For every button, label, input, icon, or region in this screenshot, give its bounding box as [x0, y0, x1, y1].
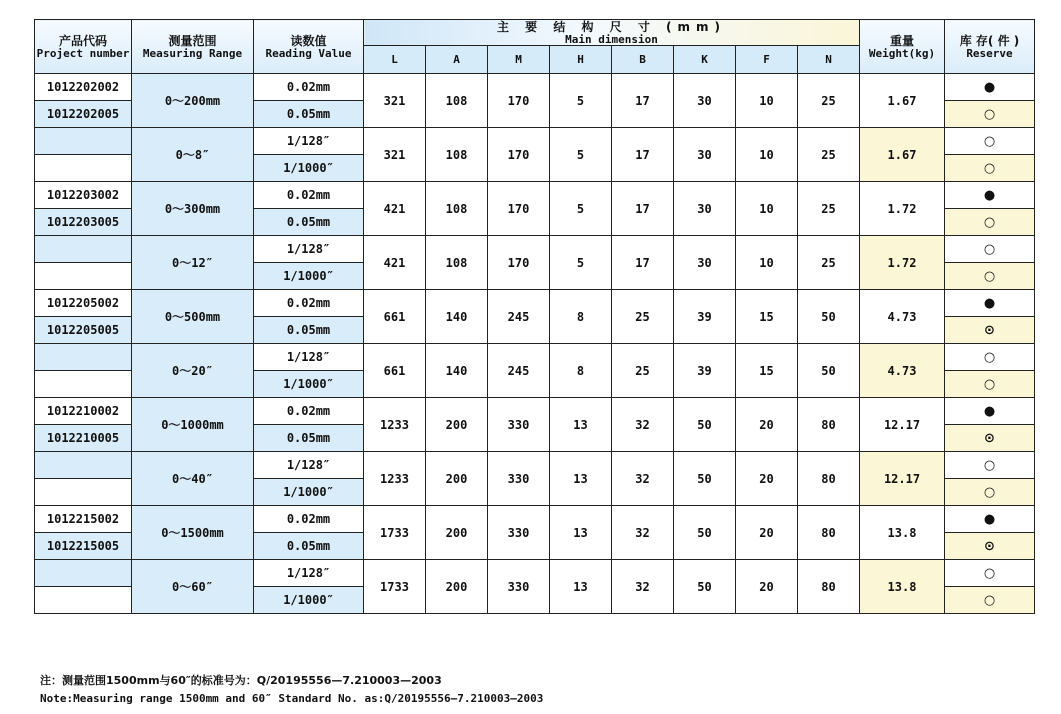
dim-m-cell: 330	[488, 506, 550, 560]
dim-f-cell: 20	[736, 452, 798, 506]
dim-m-cell: 170	[488, 74, 550, 128]
dim-k-cell: 50	[674, 452, 736, 506]
reading-value-cell: 0.02mm	[254, 506, 364, 533]
dim-b-cell: 17	[612, 182, 674, 236]
dim-m-cell: 170	[488, 182, 550, 236]
dim-n-cell: 25	[798, 182, 860, 236]
note-chinese: 注：测量范围1500mm与60″的标准号为：Q/20195556—7.210003—2003	[40, 674, 442, 687]
project-code-cell	[35, 371, 132, 398]
dim-b-cell: 32	[612, 452, 674, 506]
dim-b-cell: 32	[612, 560, 674, 614]
dim-k-cell: 39	[674, 290, 736, 344]
project-code-cell	[35, 587, 132, 614]
dim-f-cell: 10	[736, 182, 798, 236]
project-code-cell	[35, 263, 132, 290]
reading-value-cell: 0.05mm	[254, 209, 364, 236]
project-code-cell: 1012203002	[35, 182, 132, 209]
dim-h-cell: 8	[550, 344, 612, 398]
weight-cell: 1.67	[860, 128, 945, 182]
dim-l-cell: 421	[364, 236, 426, 290]
header-measuring-range-cn: 测量范围	[168, 33, 217, 48]
header-weight	[860, 20, 945, 74]
reserve-symbol: ○	[945, 587, 1035, 614]
measuring-range-cell: 0～20″	[132, 344, 254, 398]
header-dim-b: B	[612, 46, 674, 74]
dim-b-cell: 32	[612, 506, 674, 560]
dim-b-cell: 17	[612, 74, 674, 128]
dim-h-cell: 5	[550, 236, 612, 290]
dim-l-cell: 1233	[364, 452, 426, 506]
project-code-cell	[35, 236, 132, 263]
weight-cell: 12.17	[860, 452, 945, 506]
reading-value-cell: 0.05mm	[254, 317, 364, 344]
reserve-symbol: ○	[945, 479, 1035, 506]
reading-value-cell: 1/128″	[254, 452, 364, 479]
dim-n-cell: 80	[798, 398, 860, 452]
dim-k-cell: 39	[674, 344, 736, 398]
header-dim-l: L	[364, 46, 426, 74]
measuring-range-cell: 0～60″	[132, 560, 254, 614]
reserve-symbol: ○	[945, 101, 1035, 128]
dim-h-cell: 13	[550, 506, 612, 560]
project-code-cell: 1012210005	[35, 425, 132, 452]
reading-value-cell: 1/1000″	[254, 155, 364, 182]
dim-k-cell: 50	[674, 560, 736, 614]
measuring-range-cell: 0～40″	[132, 452, 254, 506]
project-code-cell: 1012215005	[35, 533, 132, 560]
project-code-cell: 1012202002	[35, 74, 132, 101]
dim-l-cell: 661	[364, 290, 426, 344]
dim-m-cell: 330	[488, 398, 550, 452]
reserve-symbol: ●	[945, 290, 1035, 317]
dim-m-cell: 245	[488, 290, 550, 344]
reading-value-cell: 1/128″	[254, 236, 364, 263]
reading-value-cell: 0.02mm	[254, 290, 364, 317]
weight-cell: 4.73	[860, 344, 945, 398]
dim-h-cell: 5	[550, 74, 612, 128]
dim-l-cell: 1733	[364, 560, 426, 614]
header-dim-m: M	[488, 46, 550, 74]
project-code-cell	[35, 479, 132, 506]
table-row	[35, 182, 1035, 209]
dim-f-cell: 10	[736, 236, 798, 290]
header-dim-h: H	[550, 46, 612, 74]
header-reserve-en: Reserve	[966, 46, 1013, 60]
reserve-symbol: ●	[945, 182, 1035, 209]
dim-b-cell: 25	[612, 290, 674, 344]
reserve-symbol: ○	[945, 155, 1035, 182]
reserve-symbol: ●	[945, 398, 1035, 425]
header-dim-k: K	[674, 46, 736, 74]
header-reading-value	[254, 20, 364, 74]
dim-f-cell: 15	[736, 290, 798, 344]
dim-f-cell: 15	[736, 344, 798, 398]
reading-value-cell: 0.05mm	[254, 101, 364, 128]
reserve-symbol: ⊙	[945, 425, 1035, 452]
header-dim-f: F	[736, 46, 798, 74]
weight-cell: 1.72	[860, 182, 945, 236]
reserve-symbol: ●	[945, 74, 1035, 101]
reserve-symbol: ⊙	[945, 317, 1035, 344]
dim-k-cell: 30	[674, 236, 736, 290]
dim-k-cell: 30	[674, 128, 736, 182]
reserve-symbol: ○	[945, 236, 1035, 263]
dim-k-cell: 50	[674, 398, 736, 452]
reading-value-cell: 1/128″	[254, 128, 364, 155]
dim-n-cell: 25	[798, 236, 860, 290]
reserve-symbol: ○	[945, 560, 1035, 587]
project-code-cell: 1012210002	[35, 398, 132, 425]
dim-m-cell: 330	[488, 560, 550, 614]
dim-n-cell: 50	[798, 290, 860, 344]
table-row	[35, 452, 1035, 479]
table-row	[35, 74, 1035, 101]
dim-h-cell: 13	[550, 560, 612, 614]
dim-b-cell: 32	[612, 398, 674, 452]
reading-value-cell: 1/1000″	[254, 371, 364, 398]
header-reading-value-cn: 读数值	[290, 33, 327, 48]
measuring-range-cell: 0～300mm	[132, 182, 254, 236]
reading-value-cell: 0.05mm	[254, 425, 364, 452]
dim-n-cell: 25	[798, 74, 860, 128]
dim-a-cell: 108	[426, 236, 488, 290]
dim-l-cell: 661	[364, 344, 426, 398]
project-code-cell: 1012205002	[35, 290, 132, 317]
header-reserve-cn: 库 存( 件 )	[959, 33, 1020, 48]
table-row	[35, 398, 1035, 425]
reserve-symbol: ○	[945, 128, 1035, 155]
spec-table-body	[35, 74, 1035, 614]
measuring-range-cell: 0～500mm	[132, 290, 254, 344]
dim-h-cell: 8	[550, 290, 612, 344]
reading-value-cell: 1/1000″	[254, 263, 364, 290]
dim-h-cell: 5	[550, 128, 612, 182]
dim-m-cell: 245	[488, 344, 550, 398]
dim-b-cell: 17	[612, 236, 674, 290]
dim-n-cell: 80	[798, 506, 860, 560]
dim-m-cell: 330	[488, 452, 550, 506]
header-main-dimension-en: Main dimension	[565, 32, 658, 46]
weight-cell: 12.17	[860, 398, 945, 452]
dim-f-cell: 10	[736, 128, 798, 182]
dim-n-cell: 80	[798, 560, 860, 614]
dim-l-cell: 1733	[364, 506, 426, 560]
header-main-dimension	[364, 20, 860, 46]
header-measuring-range	[132, 20, 254, 74]
header-reading-value-en: Reading Value	[265, 46, 352, 60]
dim-h-cell: 5	[550, 182, 612, 236]
project-code-cell	[35, 344, 132, 371]
header-project-code-en: Project number	[36, 46, 130, 60]
project-code-cell: 1012215002	[35, 506, 132, 533]
header-weight-en: Weight(kg)	[868, 46, 936, 60]
project-code-cell	[35, 155, 132, 182]
reserve-symbol: ⊙	[945, 533, 1035, 560]
spec-table	[34, 19, 1035, 614]
header-reserve	[945, 20, 1035, 74]
measuring-range-cell: 0～1000mm	[132, 398, 254, 452]
measuring-range-cell: 0～12″	[132, 236, 254, 290]
dim-h-cell: 13	[550, 398, 612, 452]
dim-a-cell: 108	[426, 182, 488, 236]
header-dim-a: A	[426, 46, 488, 74]
dim-a-cell: 200	[426, 506, 488, 560]
dim-n-cell: 25	[798, 128, 860, 182]
reserve-symbol: ○	[945, 452, 1035, 479]
reserve-symbol: ○	[945, 263, 1035, 290]
header-weight-cn: 重量	[889, 33, 914, 48]
weight-cell: 4.73	[860, 290, 945, 344]
dim-n-cell: 80	[798, 452, 860, 506]
dim-n-cell: 50	[798, 344, 860, 398]
reading-value-cell: 0.02mm	[254, 182, 364, 209]
dim-l-cell: 321	[364, 128, 426, 182]
dim-k-cell: 30	[674, 182, 736, 236]
dim-m-cell: 170	[488, 236, 550, 290]
reading-value-cell: 0.02mm	[254, 398, 364, 425]
dim-f-cell: 20	[736, 560, 798, 614]
reading-value-cell: 0.05mm	[254, 533, 364, 560]
dim-l-cell: 421	[364, 182, 426, 236]
dim-k-cell: 50	[674, 506, 736, 560]
project-code-cell	[35, 560, 132, 587]
reserve-symbol: ○	[945, 344, 1035, 371]
measuring-range-cell: 0～8″	[132, 128, 254, 182]
dim-a-cell: 200	[426, 398, 488, 452]
dim-a-cell: 140	[426, 290, 488, 344]
reading-value-cell: 1/128″	[254, 344, 364, 371]
weight-cell: 1.72	[860, 236, 945, 290]
reserve-symbol: ○	[945, 209, 1035, 236]
dim-f-cell: 20	[736, 398, 798, 452]
reading-value-cell: 1/128″	[254, 560, 364, 587]
table-row	[35, 344, 1035, 371]
header-dim-n: N	[798, 46, 860, 74]
dim-a-cell: 108	[426, 74, 488, 128]
project-code-cell	[35, 452, 132, 479]
dim-b-cell: 25	[612, 344, 674, 398]
dim-m-cell: 170	[488, 128, 550, 182]
dim-a-cell: 200	[426, 560, 488, 614]
header-project-code	[35, 20, 132, 74]
weight-cell: 13.8	[860, 560, 945, 614]
reading-value-cell: 1/1000″	[254, 479, 364, 506]
project-code-cell: 1012203005	[35, 209, 132, 236]
dim-f-cell: 10	[736, 74, 798, 128]
table-row	[35, 128, 1035, 155]
header-measuring-range-en: Measuring Range	[142, 46, 243, 60]
dim-f-cell: 20	[736, 506, 798, 560]
dim-l-cell: 1233	[364, 398, 426, 452]
note-english: Note:Measuring range 1500mm and 60″ Standard No. as:Q/20195556—7.210003—2003	[40, 692, 544, 705]
header-main-dimension-cn: 主 要 结 构 尺 寸 (mm)	[496, 19, 727, 34]
weight-cell: 13.8	[860, 506, 945, 560]
dim-a-cell: 108	[426, 128, 488, 182]
dim-h-cell: 13	[550, 452, 612, 506]
table-row	[35, 560, 1035, 587]
project-code-cell	[35, 128, 132, 155]
project-code-cell: 1012205005	[35, 317, 132, 344]
table-row	[35, 290, 1035, 317]
reading-value-cell: 1/1000″	[254, 587, 364, 614]
reserve-symbol: ●	[945, 506, 1035, 533]
dim-a-cell: 140	[426, 344, 488, 398]
header-project-code-cn: 产品代码	[58, 33, 107, 48]
dim-b-cell: 17	[612, 128, 674, 182]
dim-k-cell: 30	[674, 74, 736, 128]
measuring-range-cell: 0～200mm	[132, 74, 254, 128]
reading-value-cell: 0.02mm	[254, 74, 364, 101]
project-code-cell: 1012202005	[35, 101, 132, 128]
dim-a-cell: 200	[426, 452, 488, 506]
table-row	[35, 236, 1035, 263]
measuring-range-cell: 0～1500mm	[132, 506, 254, 560]
table-row	[35, 506, 1035, 533]
weight-cell: 1.67	[860, 74, 945, 128]
reserve-symbol: ○	[945, 371, 1035, 398]
dim-l-cell: 321	[364, 74, 426, 128]
